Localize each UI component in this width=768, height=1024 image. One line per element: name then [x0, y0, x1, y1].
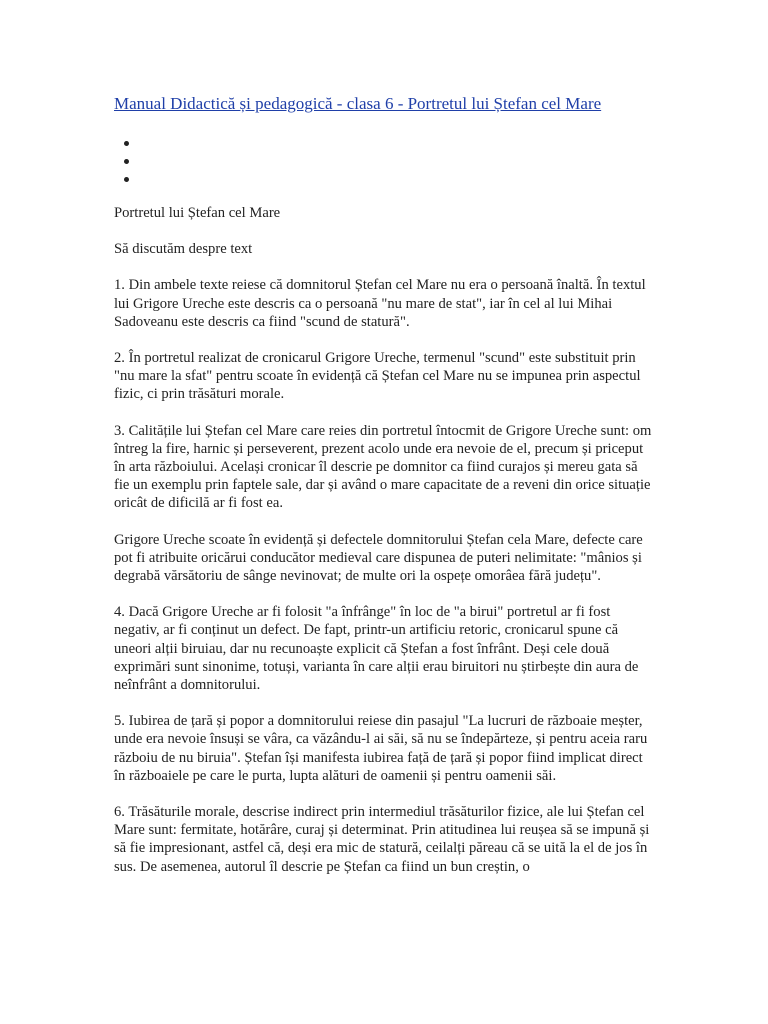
document-title-link[interactable]: Manual Didactică și pedagogică - clasa 6 - Portretul lui Ștefan cel Mare [114, 94, 602, 113]
paragraph: 4. Dacă Grigore Ureche ar fi folosit "a înfrânge" în loc de "a birui" portretul ar fi fost negativ, ar fi conținut un defect. De fapt, printr-un artificiu retoric, cronicarul spune că uneori alții biruiau, dar nu recunoaște explicit că Ștefan a fost înfrânt. Deși cele două exprimări sunt sinonime, totuși, varianta în care alții erau biruitori nu știrbește din aura de neînfrânt a domnitorului. [114, 604, 639, 694]
paragraph: 2. În portretul realizat de cronicarul Grigore Ureche, termenul "scund" este substituit prin "nu mare la sfat" pentru scoate în evidență că Ștefan cel Mare nu se impunea prin aspectul fizic, ci prin trăsături morale. [114, 350, 641, 403]
paragraph: 5. Iubirea de țară și popor a domnitorului reiese din pasajul "La lucruri de războaie meșter, unde era nevoie însuși se vâra, ca văzându-l ai săi, să nu se îndepărteze, și pentru aceia raru războiu de nu biruia". Ștefan își manifesta iubirea față de țară și popor fiind implicat direct în războaiele pe care le purta, lupta alături de oamenii și pentru oamenii săi. [114, 713, 648, 784]
paragraph: 1. Din ambele texte reiese că domnitorul Ștefan cel Mare nu era o persoană înaltă. În textul lui Grigore Ureche este descris ca o persoană "nu mare de stat", iar în cel al lui Mihai Sadoveanu este descris ca fiind "scund de statură". [114, 277, 646, 330]
document-body [114, 204, 654, 894]
paragraph: 6. Trăsăturile morale, descrise indirect prin intermediul trăsăturilor fizice, ale lui Ștefan cel Mare sunt: fermitate, hotărâre, curaj și determinat. Prin atitudinea lui reușea să se impună și să fie impresionant, astfel că, deși era mic de statură, ceilalți păreau că se uită la el de jos în sus. De asemenea, autorul îl descrie pe Ștefan ca fiind un bun creștin, o [114, 804, 650, 875]
paragraph: Grigore Ureche scoate în evidență și defectele domnitorului Ștefan cela Mare, defecte care pot fi atribuite oricărui conducător medieval care dispunea de puteri nelimitate: "mânios și degrabă vărsătoriu de sânge nevinovat; de multe ori la ospețe omorâea fără județu". [114, 531, 643, 585]
section-heading: Portretul lui Ștefan cel Mare [114, 205, 281, 221]
section-subheading: Să discutăm despre text [114, 241, 253, 258]
paragraph: 3. Calitățile lui Ștefan cel Mare care reies din portretul întocmit de Grigore Ureche sunt: om întreg la fire, harnic și perseverent, prezent acolo unde era nevoie de el, precum și priceput în arta războiului. Același cronicar îl descrie pe domnitor ca fiind curajos și mereu gata să fie un exemplu prin faptele sale, dar și având o mare capacitate de a reveni din orice situație oricât de dificilă ar fi fost ea. [114, 422, 652, 512]
